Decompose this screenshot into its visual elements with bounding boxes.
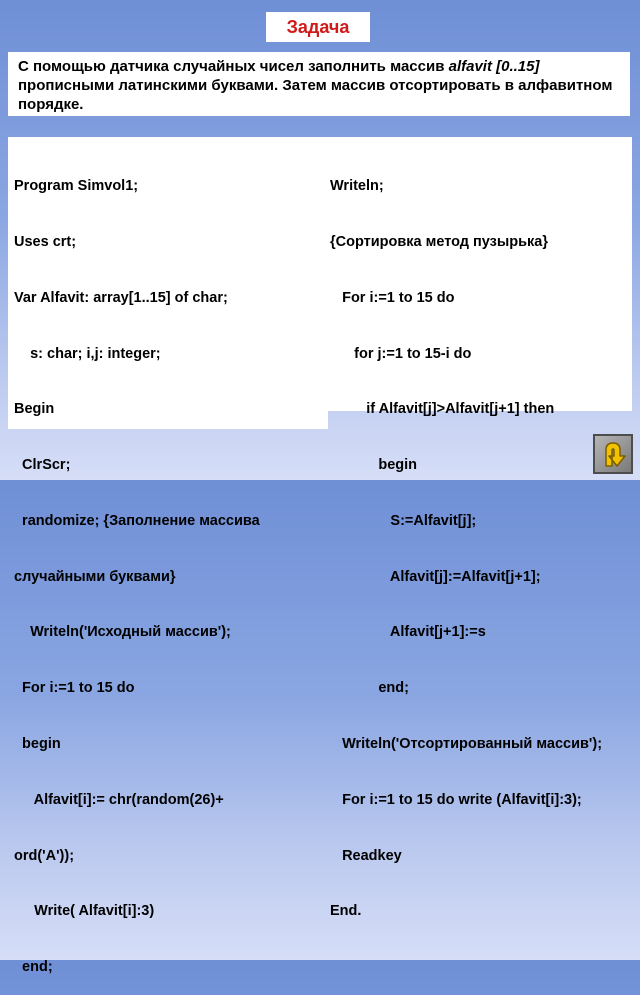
code-listing-right bbox=[324, 137, 632, 920]
return-arrow-icon bbox=[599, 439, 627, 469]
code-line: ClrScr; bbox=[14, 457, 71, 474]
code-line: Var Alfavit: array[1..15] of char; bbox=[14, 289, 228, 306]
code-line: begin bbox=[330, 457, 418, 474]
task-text-prefix: С помощью датчика случайных чисел заполнить массив bbox=[18, 58, 449, 75]
code-line: for j:=1 to 15-i do bbox=[330, 345, 472, 362]
task-description bbox=[8, 52, 630, 116]
code-line: Writeln; bbox=[330, 178, 384, 195]
code-line: Write( Alfavit[i]:3) bbox=[14, 903, 155, 920]
code-line: Alfavit[i]:= chr(random(26)+ bbox=[14, 791, 224, 808]
code-line: Begin bbox=[14, 401, 55, 418]
task-array-name: alfavit [0..15] bbox=[448, 58, 540, 75]
code-line: For i:=1 to 15 do bbox=[14, 680, 135, 697]
code-line: S:=Alfavit[j]; bbox=[330, 512, 477, 529]
code-line: Alfavit[j]:=Alfavit[j+1]; bbox=[330, 568, 541, 585]
code-line: Writeln('Отсортированный массив'); bbox=[330, 736, 603, 752]
code-line: Uses crt; bbox=[14, 233, 77, 250]
code-line: randomize; {Заполнение массива bbox=[14, 512, 260, 529]
code-line: Alfavit[j+1]:=s bbox=[330, 624, 486, 641]
code-line: Writeln('Исходный массив'); bbox=[14, 624, 231, 641]
code-line: Program Simvol1; bbox=[14, 178, 139, 195]
code-line: End. bbox=[330, 903, 362, 920]
code-line: end; bbox=[330, 680, 409, 697]
code-line: begin bbox=[14, 736, 61, 752]
code-listing-left bbox=[8, 137, 328, 976]
code-line: {Сортировка метод пузырька} bbox=[330, 233, 548, 250]
code-line: For i:=1 to 15 do write (Alfavit[i]:3); bbox=[330, 791, 582, 808]
code-line: Readkey bbox=[330, 847, 402, 864]
code-line: end; bbox=[14, 959, 53, 976]
slide-title: Задача bbox=[266, 12, 370, 42]
code-line: if Alfavit[j]>Alfavit[j+1] then bbox=[330, 401, 555, 418]
code-line: For i:=1 to 15 do bbox=[330, 289, 455, 306]
code-line: ord('A')); bbox=[14, 847, 75, 864]
task-text-suffix: прописными латинскими буквами. Затем массив отсортировать в алфавитном порядке. bbox=[18, 77, 613, 113]
code-line: s: char; i,j: integer; bbox=[14, 345, 161, 362]
return-button[interactable] bbox=[593, 434, 633, 474]
code-line: случайными буквами} bbox=[14, 568, 176, 585]
